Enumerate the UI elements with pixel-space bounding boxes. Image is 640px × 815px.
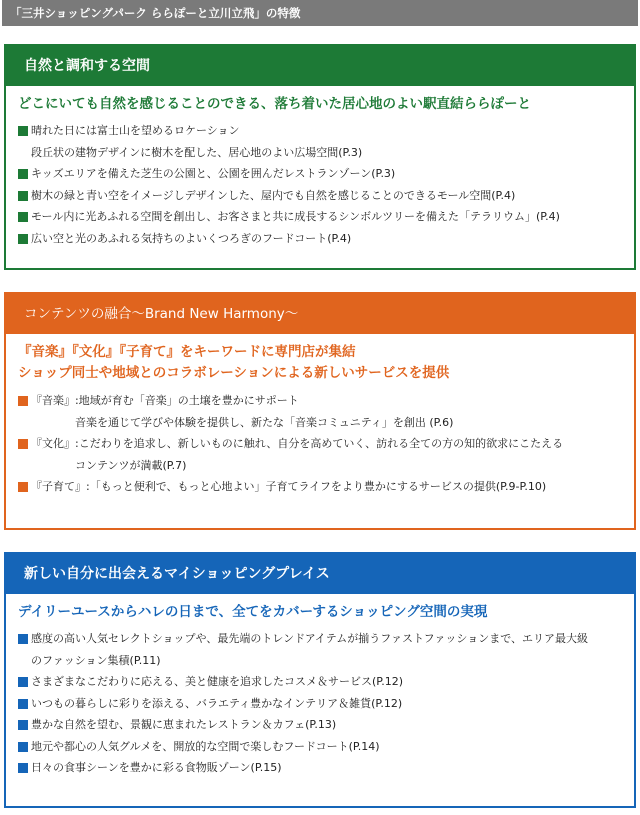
section-title: 新しい自分に出会えるマイショッピングプレイス (6, 554, 634, 594)
list-item-text: キッズエリアを備えた芝生の公園と、公園を囲んだレストランゾーン(P.3) (31, 167, 396, 180)
list-item-text: 豊かな自然を望む、景観に恵まれたレストラン＆カフェ(P.13) (31, 718, 337, 731)
section-lead (18, 342, 626, 384)
list-item-text: モール内に光あふれる空間を創出し、お客さまと共に成長するシンボルツリーを備えた「テラリウム」(P.4) (31, 210, 560, 223)
list-item-text: 広い空と光のあふれる気持ちのよいくつろぎのフードコート(P.4) (31, 231, 352, 245)
square-bullet-icon (18, 396, 28, 406)
list-item (18, 628, 626, 650)
list-item-text: 日々の食事シーンを豊かに彩る食物販ゾーン(P.15) (31, 761, 282, 774)
list-item-text: こだわりを追求し、新しいものに触れ、自分を高めていく、訪れる全ての方の知的欲求にこたえる (78, 437, 564, 450)
list-item-continuation: 段丘状の建物デザインに樹木を配した、居心地のよい広場空間(P.3) (31, 145, 363, 159)
square-bullet-icon (18, 234, 28, 244)
section-lead: デイリーユースからハレの日まで、全てをカバーするショッピング空間の実現 (18, 604, 488, 620)
section-lead-line: 『音楽』『文化』『子育て』をキーワードに専門店が集結 (18, 344, 356, 360)
list-item-text: 感度の高い人気セレクトショップや、最先端のトレンドアイテムが揃うファストファッションまで、エリア最大級 (31, 632, 588, 645)
list-item (18, 736, 626, 758)
square-bullet-icon (18, 482, 28, 492)
section-body (6, 334, 634, 498)
section-body (6, 86, 634, 249)
list-item (18, 476, 626, 498)
list-item (18, 185, 626, 207)
list-item-label: 『子育て』: (31, 480, 90, 493)
square-bullet-icon (18, 212, 28, 222)
square-bullet-icon (18, 126, 28, 136)
list-item-text: 樹木の緑と青い空をイメージしデザインした、屋内でも自然を感じることのできるモール空間(P.4) (31, 188, 516, 202)
document-header (2, 0, 638, 26)
list-item (18, 163, 626, 185)
list-item-text: いつもの暮らしに彩りを添える、バラエティ豊かなインテリア＆雑貨(P.12) (31, 696, 403, 710)
square-bullet-icon (18, 191, 28, 201)
square-bullet-icon (18, 742, 28, 752)
square-bullet-icon (18, 169, 28, 179)
list-item (18, 228, 626, 250)
list-item-text: 晴れた日には富士山を望めるロケーション (31, 124, 240, 137)
list-item (18, 120, 626, 142)
section-shopping (4, 552, 636, 808)
list-item-continuation: コンテンツが満載(P.7) (75, 458, 187, 472)
section-title: コンテンツの融合～Brand New Harmony～ (6, 294, 634, 334)
list-item-text: 地元や都心の人気グルメを、開放的な空間で楽しむフードコート(P.14) (31, 739, 380, 753)
square-bullet-icon (18, 699, 28, 709)
list-item (18, 757, 626, 779)
section-title: 自然と調和する空間 (6, 46, 634, 86)
list-item-continuation: のファッション集積(P.11) (31, 653, 161, 667)
list-item-text: 地域が育む「音楽」の土壌を豊かにサポート (78, 394, 299, 407)
list-item (18, 433, 626, 455)
list-item (18, 390, 626, 412)
section-body (6, 594, 634, 779)
square-bullet-icon (18, 634, 28, 644)
list-item-continuation: 音楽を通じて学びや体験を提供し、新たな「音楽コミュニティ」を創出 (P.6) (75, 415, 454, 429)
section-nature (4, 44, 636, 270)
section-lead-line: ショップ同士や地域とのコラボレーションによる新しいサービスを提供 (18, 365, 450, 381)
list-item (18, 714, 626, 736)
list-item-text: 「もっと便利で、もっと心地よい」子育てライフをより豊かにするサービスの提供(P.9-P.10) (89, 480, 547, 493)
section-contents (4, 292, 636, 530)
list-item-label: 『文化』: (31, 437, 79, 450)
square-bullet-icon (18, 720, 28, 730)
list-item-label: 『音楽』: (31, 394, 79, 407)
section-lead: どこにいても自然を感じることのできる、落ち着いた居心地のよい駅直結ららぽーと (18, 96, 531, 112)
document-title: 「三井ショッピングパーク ららぽーと立川立飛」の特徴 (10, 6, 301, 20)
square-bullet-icon (18, 439, 28, 449)
list-item (18, 693, 626, 715)
list-item (18, 671, 626, 693)
list-item-text: さまざまなこだわりに応える、美と健康を追求したコスメ＆サービス(P.12) (31, 675, 403, 688)
square-bullet-icon (18, 677, 28, 687)
list-item (18, 206, 626, 228)
square-bullet-icon (18, 763, 28, 773)
